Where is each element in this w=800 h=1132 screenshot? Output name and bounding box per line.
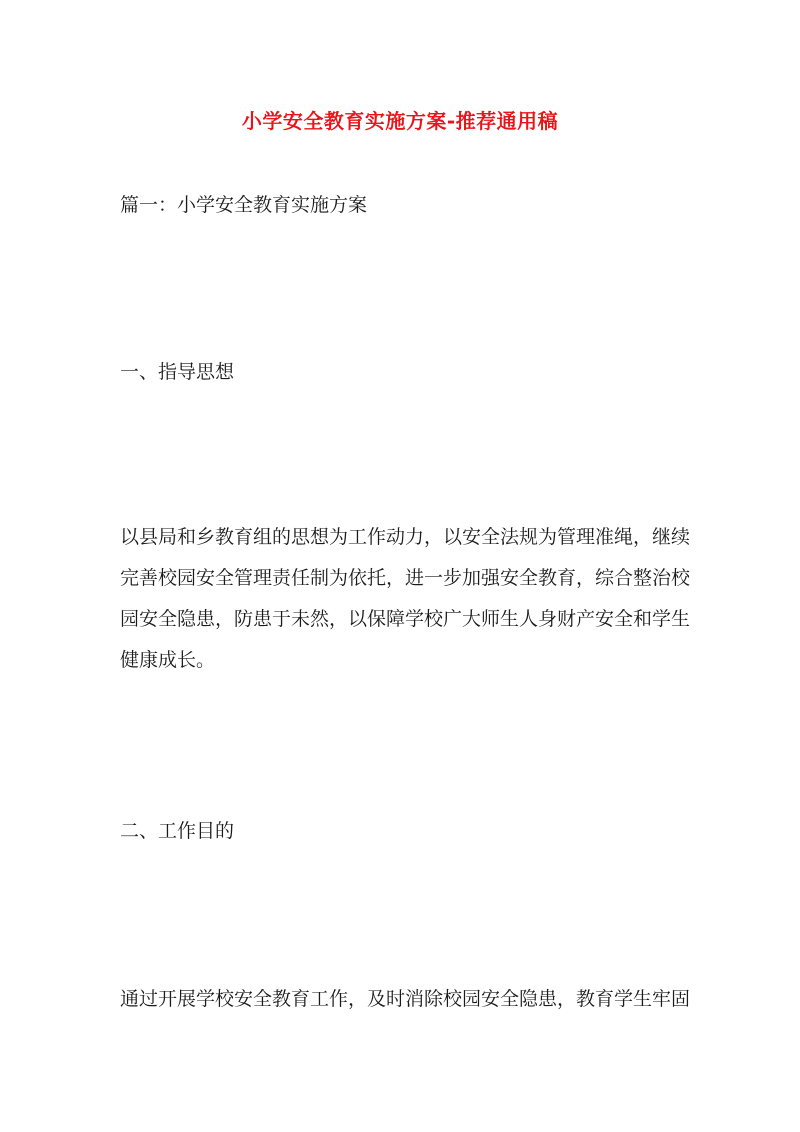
- document-title: 小学安全教育实施方案-推荐通用稿: [241, 109, 559, 133]
- section-paragraph-work-purpose: [120, 984, 691, 1025]
- section-heading-work-purpose: 二、工作目的: [120, 820, 235, 842]
- paragraph-line: 健康成长。: [120, 649, 216, 671]
- section-paragraph-guiding-ideology: [120, 522, 691, 686]
- chapter-heading: 篇一：小学安全教育实施方案: [120, 194, 368, 216]
- paragraph-line: 以县局和乡教育组的思想为工作动力，以安全法规为管理准绳，继续: [120, 526, 691, 548]
- section-heading-guiding-ideology: 一、指导思想: [120, 361, 235, 383]
- paragraph-line: 通过开展学校安全教育工作，及时消除校园安全隐患，教育学生牢固: [120, 988, 691, 1010]
- paragraph-line: 园安全隐患，防患于未然，以保障学校广大师生人身财产安全和学生: [120, 608, 691, 630]
- paragraph-line: 完善校园安全管理责任制为依托，进一步加强安全教育，综合整治校: [120, 567, 691, 589]
